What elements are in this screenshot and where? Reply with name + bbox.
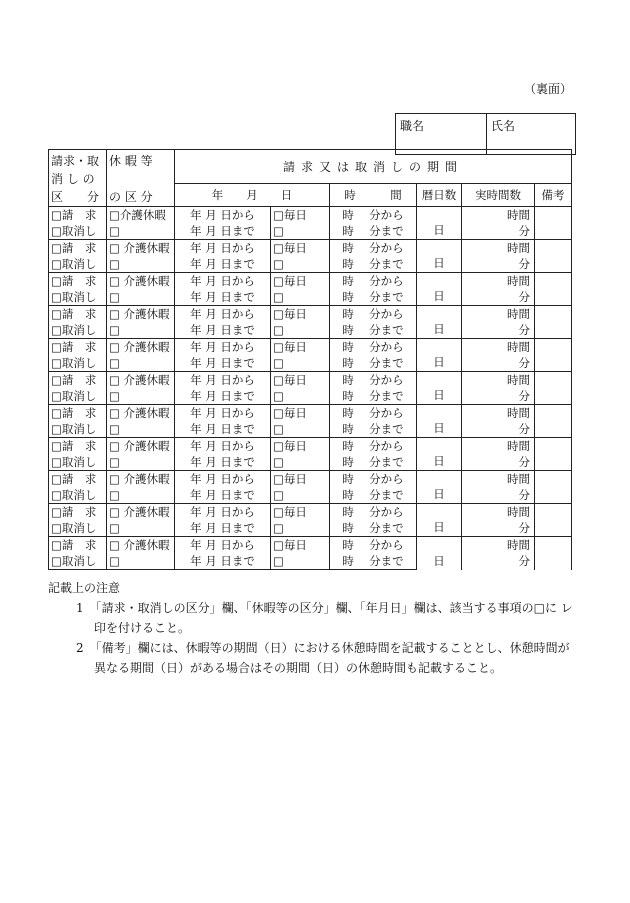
other-checkbox[interactable]: □ (271, 256, 330, 273)
cancel-checkbox[interactable]: □取消し (49, 487, 107, 504)
leave-other-checkbox[interactable]: □ (107, 289, 175, 306)
time-from-field[interactable]: 時 分から (330, 240, 417, 257)
request-row (49, 438, 572, 455)
actual-hours-field[interactable]: 時間 分 (462, 372, 535, 405)
daily-checkbox[interactable]: □毎日 (271, 471, 330, 488)
leave-type-checkbox[interactable]: □ 介護休暇 (107, 306, 175, 323)
date-to-field[interactable]: 年 月 日まで (175, 388, 271, 405)
position-label: 職名 (400, 119, 425, 133)
date-from-field[interactable]: 年 月 日から (175, 273, 271, 290)
request-row (49, 405, 572, 422)
period-header: 請求又は取消しの期間 (175, 150, 572, 184)
days-field[interactable]: 日 (417, 471, 462, 504)
remarks-field[interactable] (535, 339, 572, 372)
remarks-field[interactable] (535, 438, 572, 471)
time-to-field[interactable]: 時 分まで (330, 520, 417, 537)
leave-type-header: 休 暇 等 の 区 分 (107, 150, 175, 207)
leave-type-checkbox[interactable]: □ 介護休暇 (107, 438, 175, 455)
other-checkbox[interactable]: □ (271, 388, 330, 405)
actual-hours-field[interactable]: 時間 分 (462, 471, 535, 504)
cancel-checkbox[interactable]: □取消し (49, 388, 107, 405)
remarks-field[interactable] (535, 537, 572, 570)
days-field[interactable]: 日 (417, 207, 462, 240)
date-to-field[interactable]: 年 月 日まで (175, 487, 271, 504)
remarks-field[interactable] (535, 471, 572, 504)
days-field[interactable]: 日 (417, 240, 462, 273)
date-from-field[interactable]: 年 月 日から (175, 240, 271, 257)
days-field[interactable]: 日 (417, 405, 462, 438)
leave-type-checkbox[interactable]: □ 介護休暇 (107, 372, 175, 389)
leave-type-checkbox[interactable]: □ 介護休暇 (107, 405, 175, 422)
remarks-field[interactable] (535, 240, 572, 273)
request-row (49, 471, 572, 488)
remarks-field[interactable] (535, 405, 572, 438)
date-to-field[interactable]: 年 月 日まで (175, 553, 271, 570)
days-field[interactable]: 日 (417, 306, 462, 339)
cancel-checkbox[interactable]: □取消し (49, 421, 107, 438)
cancel-checkbox[interactable]: □取消し (49, 223, 107, 240)
days-field[interactable]: 日 (417, 438, 462, 471)
other-checkbox[interactable]: □ (271, 454, 330, 471)
date-to-field[interactable]: 年 月 日まで (175, 223, 271, 240)
notes-title: 記載上の注意 (48, 581, 121, 595)
leave-other-checkbox[interactable]: □ (107, 454, 175, 471)
page-side-label: （裏面） (524, 82, 573, 96)
cancel-checkbox[interactable]: □取消し (49, 520, 107, 537)
date-from-field[interactable]: 年 月 日から (175, 537, 271, 554)
request-row (49, 240, 572, 257)
name-label: 氏名 (491, 119, 516, 133)
request-row (49, 372, 572, 389)
daily-checkbox[interactable]: □毎日 (271, 207, 330, 224)
cancel-checkbox[interactable]: □取消し (49, 454, 107, 471)
other-checkbox[interactable]: □ (271, 322, 330, 339)
time-to-field[interactable]: 時 分まで (330, 553, 417, 570)
request-checkbox[interactable]: □請 求 (49, 273, 107, 290)
leave-other-checkbox[interactable]: □ (107, 256, 175, 273)
time-to-field[interactable]: 時 分まで (330, 388, 417, 405)
leave-type-checkbox[interactable]: □ 介護休暇 (107, 273, 175, 290)
other-checkbox[interactable]: □ (271, 223, 330, 240)
category-header: 請求・取 消 し の 区 分 (49, 150, 107, 207)
remarks-field[interactable] (535, 504, 572, 537)
leave-other-checkbox[interactable]: □ (107, 223, 175, 240)
actual-hours-field[interactable]: 時間 分 (462, 306, 535, 339)
date-column-header: 年 月 日 (175, 184, 330, 207)
request-checkbox[interactable]: □請 求 (49, 504, 107, 521)
date-to-field[interactable]: 年 月 日まで (175, 454, 271, 471)
daily-checkbox[interactable]: □毎日 (271, 504, 330, 521)
days-field[interactable]: 日 (417, 537, 462, 570)
daily-checkbox[interactable]: □毎日 (271, 372, 330, 389)
other-checkbox[interactable]: □ (271, 289, 330, 306)
leave-request-table (48, 149, 572, 570)
days-field[interactable]: 日 (417, 339, 462, 372)
date-from-field[interactable]: 年 月 日から (175, 471, 271, 488)
other-checkbox[interactable]: □ (271, 553, 330, 570)
leave-type-checkbox[interactable]: □ 介護休暇 (107, 537, 175, 554)
date-to-field[interactable]: 年 月 日まで (175, 322, 271, 339)
remarks-field[interactable] (535, 306, 572, 339)
cancel-checkbox[interactable]: □取消し (49, 355, 107, 372)
date-to-field[interactable]: 年 月 日まで (175, 520, 271, 537)
remarks-field[interactable] (535, 372, 572, 405)
leave-other-checkbox[interactable]: □ (107, 421, 175, 438)
actual-hours-field[interactable]: 時間 分 (462, 240, 535, 273)
leave-other-checkbox[interactable]: □ (107, 388, 175, 405)
cancel-checkbox[interactable]: □取消し (49, 553, 107, 570)
request-checkbox[interactable]: □請 求 (49, 207, 107, 224)
leave-other-checkbox[interactable]: □ (107, 553, 175, 570)
request-row (49, 339, 572, 356)
request-row (49, 207, 572, 224)
leave-type-checkbox[interactable]: □ 介護休暇 (107, 240, 175, 257)
actual-hours-field[interactable]: 時間 分 (462, 339, 535, 372)
time-to-field[interactable]: 時 分まで (330, 256, 417, 273)
leave-type-checkbox[interactable]: □ 介護休暇 (107, 504, 175, 521)
request-row (49, 504, 572, 521)
notes-section (48, 578, 578, 678)
remarks-field[interactable] (535, 273, 572, 306)
time-from-field[interactable]: 時 分から (330, 306, 417, 323)
other-checkbox[interactable]: □ (271, 520, 330, 537)
time-from-field[interactable]: 時 分から (330, 537, 417, 554)
note-item-1: 1 「請求・取消しの区分」欄、「休暇等の区分」欄、「年月日」欄は、該当する事項の□に レ印を付けること。 (76, 601, 573, 635)
time-from-field[interactable]: 時 分から (330, 471, 417, 488)
days-column-header: 暦日数 (417, 184, 462, 207)
date-from-field[interactable]: 年 月 日から (175, 405, 271, 422)
daily-checkbox[interactable]: □毎日 (271, 306, 330, 323)
time-to-field[interactable]: 時 分まで (330, 454, 417, 471)
request-checkbox[interactable]: □請 求 (49, 240, 107, 257)
date-from-field[interactable]: 年 月 日から (175, 207, 271, 224)
date-from-field[interactable]: 年 月 日から (175, 339, 271, 356)
leave-type-checkbox[interactable]: □介護休暇 (107, 207, 175, 224)
request-checkbox[interactable]: □請 求 (49, 471, 107, 488)
other-checkbox[interactable]: □ (271, 355, 330, 372)
date-to-field[interactable]: 年 月 日まで (175, 256, 271, 273)
request-row (49, 537, 572, 554)
request-checkbox[interactable]: □請 求 (49, 537, 107, 554)
request-checkbox[interactable]: □請 求 (49, 339, 107, 356)
actual-hours-field[interactable]: 時間 分 (462, 438, 535, 471)
date-from-field[interactable]: 年 月 日から (175, 306, 271, 323)
cancel-checkbox[interactable]: □取消し (49, 256, 107, 273)
other-checkbox[interactable]: □ (271, 421, 330, 438)
time-to-field[interactable]: 時 分まで (330, 421, 417, 438)
request-row (49, 306, 572, 323)
daily-checkbox[interactable]: □毎日 (271, 405, 330, 422)
days-field[interactable]: 日 (417, 372, 462, 405)
days-field[interactable]: 日 (417, 504, 462, 537)
daily-checkbox[interactable]: □毎日 (271, 273, 330, 290)
time-from-field[interactable]: 時 分から (330, 372, 417, 389)
date-from-field[interactable]: 年 月 日から (175, 372, 271, 389)
date-from-field[interactable]: 年 月 日から (175, 504, 271, 521)
daily-checkbox[interactable]: □毎日 (271, 339, 330, 356)
leave-type-checkbox[interactable]: □ 介護休暇 (107, 471, 175, 488)
leave-other-checkbox[interactable]: □ (107, 487, 175, 504)
request-checkbox[interactable]: □請 求 (49, 306, 107, 323)
actual-hours-field[interactable]: 時間 分 (462, 405, 535, 438)
leave-type-checkbox[interactable]: □ 介護休暇 (107, 339, 175, 356)
time-from-field[interactable]: 時 分から (330, 405, 417, 422)
request-checkbox[interactable]: □請 求 (49, 405, 107, 422)
cancel-checkbox[interactable]: □取消し (49, 322, 107, 339)
time-to-field[interactable]: 時 分まで (330, 487, 417, 504)
time-to-field[interactable]: 時 分まで (330, 322, 417, 339)
cancel-checkbox[interactable]: □取消し (49, 289, 107, 306)
request-row (49, 273, 572, 290)
daily-checkbox[interactable]: □毎日 (271, 537, 330, 554)
time-from-field[interactable]: 時 分から (330, 339, 417, 356)
leave-other-checkbox[interactable]: □ (107, 322, 175, 339)
time-from-field[interactable]: 時 分から (330, 504, 417, 521)
time-to-field[interactable]: 時 分まで (330, 355, 417, 372)
date-to-field[interactable]: 年 月 日まで (175, 421, 271, 438)
time-from-field[interactable]: 時 分から (330, 273, 417, 290)
leave-other-checkbox[interactable]: □ (107, 355, 175, 372)
actual-hours-column-header: 実時間数 (462, 184, 535, 207)
other-checkbox[interactable]: □ (271, 487, 330, 504)
request-checkbox[interactable]: □請 求 (49, 372, 107, 389)
time-from-field[interactable]: 時 分から (330, 438, 417, 455)
actual-hours-field[interactable]: 時間 分 (462, 207, 535, 240)
date-to-field[interactable]: 年 月 日まで (175, 289, 271, 306)
actual-hours-field[interactable]: 時間 分 (462, 273, 535, 306)
note-item-2: 2 「備考」欄には、休暇等の期間（日）における休憩時間を記載することとし、休憩時間が異なる期間（日）がある場合はその期間（日）の休憩時間も記載すること。 (76, 641, 570, 675)
actual-hours-field[interactable]: 時間 分 (462, 504, 535, 537)
date-to-field[interactable]: 年 月 日まで (175, 355, 271, 372)
remarks-field[interactable] (535, 207, 572, 240)
time-to-field[interactable]: 時 分まで (330, 223, 417, 240)
time-to-field[interactable]: 時 分まで (330, 289, 417, 306)
daily-checkbox[interactable]: □毎日 (271, 240, 330, 257)
actual-hours-field[interactable]: 時間 分 (462, 537, 535, 570)
request-checkbox[interactable]: □請 求 (49, 438, 107, 455)
days-field[interactable]: 日 (417, 273, 462, 306)
leave-other-checkbox[interactable]: □ (107, 520, 175, 537)
time-column-header: 時 間 (330, 184, 417, 207)
remarks-column-header: 備考 (535, 184, 572, 207)
daily-checkbox[interactable]: □毎日 (271, 438, 330, 455)
time-from-field[interactable]: 時 分から (330, 207, 417, 224)
date-from-field[interactable]: 年 月 日から (175, 438, 271, 455)
